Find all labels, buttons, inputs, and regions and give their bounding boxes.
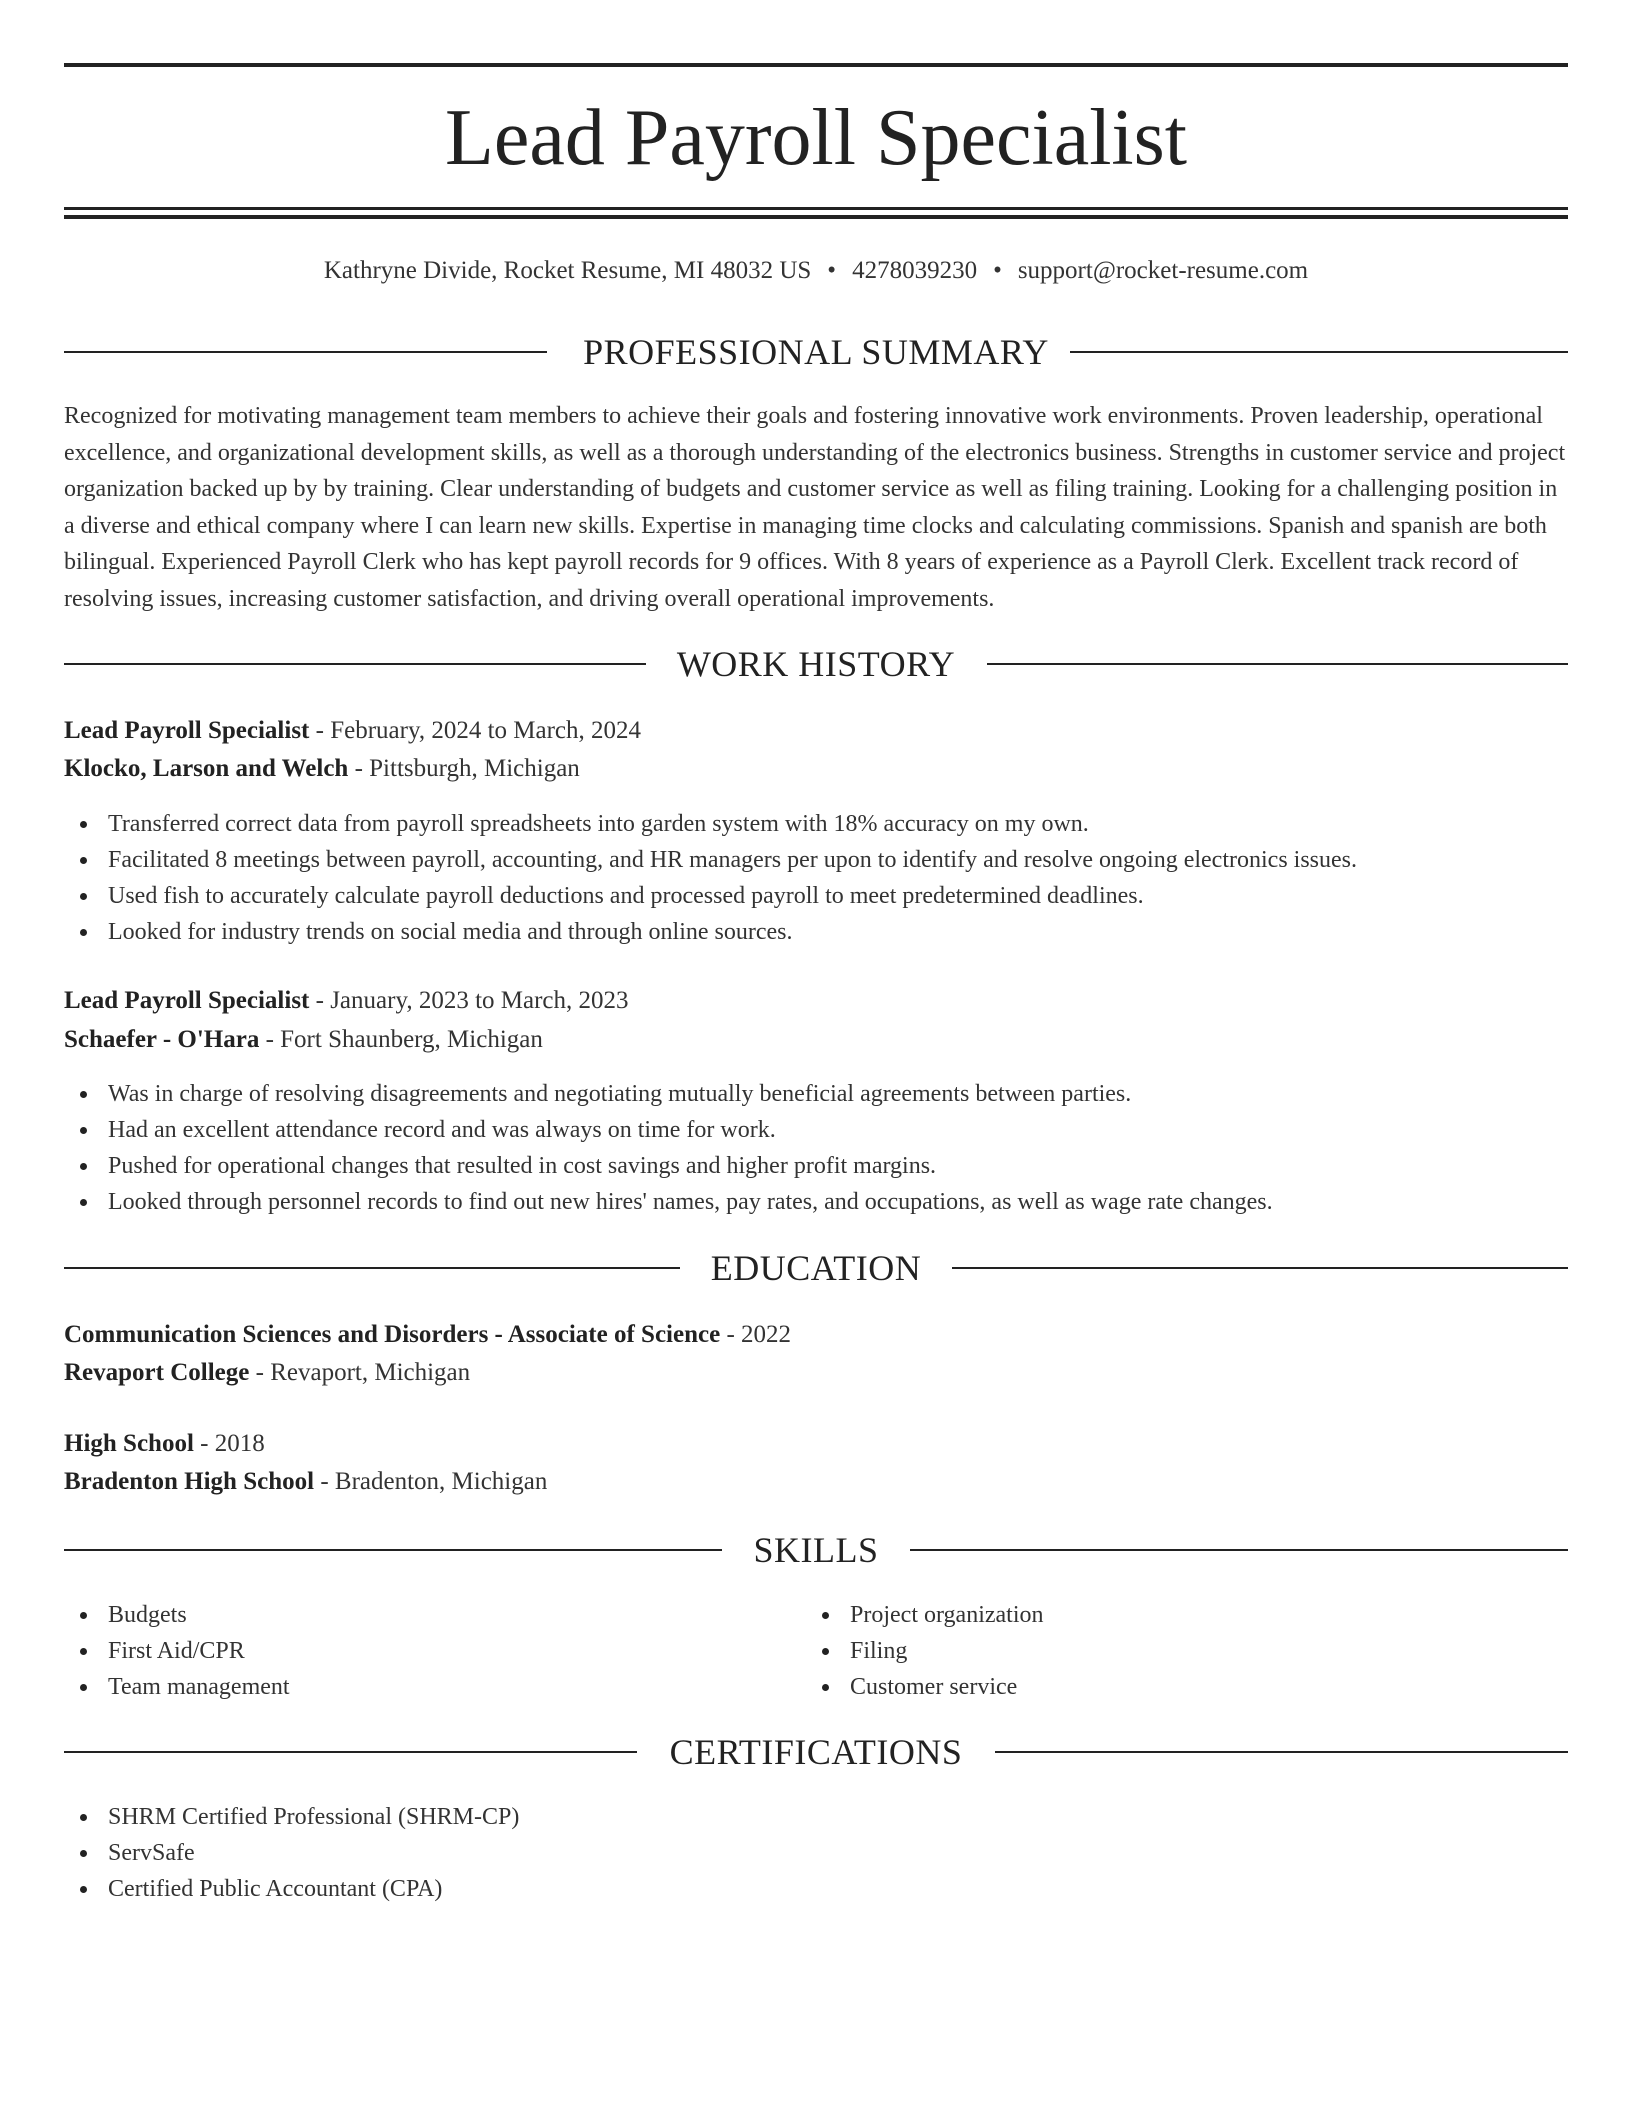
list-item: Looked for industry trends on social media and through online sources.: [64, 914, 1568, 950]
education-school: Bradenton High School: [64, 1468, 315, 1495]
list-item: Facilitated 8 meetings between payroll, accounting, and HR managers per upon to identify and resolve ongoing electronics issues.: [64, 842, 1568, 878]
contact-separator: •: [993, 257, 1002, 284]
contact-email: support@rocket-resume.com: [1017, 257, 1309, 284]
contact-phone: 4278039230: [852, 257, 978, 284]
list-item: First Aid/CPR: [64, 1633, 804, 1669]
skills-list-right: [806, 1597, 1546, 1705]
list-item: Certified Public Accountant (CPA): [64, 1871, 1568, 1907]
list-item: Project organization: [806, 1597, 1546, 1633]
certifications-list: [64, 1799, 1568, 1907]
candidate-name: Lead Payroll Specialist: [444, 94, 1188, 182]
education-location: - Bradenton, Michigan: [314, 1468, 548, 1495]
education-degree: Communication Sciences and Disorders - Associate of Science: [64, 1321, 721, 1348]
section-title: CERTIFICATIONS: [669, 1732, 963, 1772]
section-title: SKILLS: [753, 1530, 879, 1570]
section-heading-certifications: [64, 1730, 1568, 1774]
education-degree-line: [64, 1318, 1568, 1352]
list-item: Was in charge of resolving disagreements and negotiating mutually beneficial agreements between parties.: [64, 1076, 1568, 1112]
contact-line: [64, 254, 1568, 288]
education-school: Revaport College: [64, 1359, 250, 1386]
header-bottom-rule: [64, 207, 1568, 210]
job-company-line: [64, 1023, 1568, 1057]
job-bullet-list: [64, 806, 1568, 950]
job-title-line: [64, 714, 1568, 748]
list-item: Pushed for operational changes that resulted in cost savings and higher profit margins.: [64, 1148, 1568, 1184]
skills-list-left: [64, 1597, 804, 1705]
education-degree: High School: [64, 1430, 194, 1457]
education-year: - 2018: [193, 1430, 265, 1457]
header-top-rule: [64, 63, 1568, 67]
section-heading-summary: [64, 330, 1568, 374]
job-company-line: [64, 752, 1568, 786]
list-item: Team management: [64, 1669, 804, 1705]
list-item: SHRM Certified Professional (SHRM-CP): [64, 1799, 1568, 1835]
education-year: - 2022: [720, 1321, 792, 1348]
list-item: Budgets: [64, 1597, 804, 1633]
list-item: Transferred correct data from payroll spreadsheets into garden system with 18% accuracy on my own.: [64, 806, 1568, 842]
list-item: Looked through personnel records to find out new hires' names, pay rates, and occupations, as well as wage rate changes.: [64, 1184, 1568, 1220]
education-location: - Revaport, Michigan: [249, 1359, 471, 1386]
job-title-line: [64, 984, 1568, 1018]
job-title: Lead Payroll Specialist: [64, 717, 310, 744]
section-title: WORK HISTORY: [676, 644, 956, 684]
job-company: Schaefer - O'Hara: [64, 1026, 260, 1053]
job-bullet-list: [64, 1076, 1568, 1220]
list-item: Had an excellent attendance record and was always on time for work.: [64, 1112, 1568, 1148]
summary-text: Recognized for motivating management team members to achieve their goals and fostering innovative work environments. Proven leadership, operational excellence, and organizational development skills, as well as a thorough understanding of the electronics business. Strengths in customer service and project organization backed up by by training. Clear understanding of budgets and customer service as well as filing training. Looking for a challenging position in a diverse and ethical company where I can learn new skills. Expertise in managing time clocks and calculating commissions. Spanish and spanish are both bilingual. Experienced Payroll Clerk who has kept payroll records for 9 offices. With 8 years of experience as a Payroll Clerk. Excellent track record of resolving issues, increasing customer satisfaction, and driving overall operational improvements.: [64, 403, 1566, 612]
education-school-line: [64, 1465, 1568, 1499]
section-title: PROFESSIONAL SUMMARY: [583, 332, 1049, 372]
job-location: - Pittsburgh, Michigan: [348, 755, 580, 782]
list-item: ServSafe: [64, 1835, 1568, 1871]
job-title: Lead Payroll Specialist: [64, 987, 310, 1014]
job-company: Klocko, Larson and Welch: [64, 755, 349, 782]
section-heading-skills: [64, 1528, 1568, 1572]
section-title: EDUCATION: [710, 1248, 922, 1288]
job-dates: - January, 2023 to March, 2023: [309, 987, 629, 1014]
list-item: Filing: [806, 1633, 1546, 1669]
section-heading-work-history: [64, 642, 1568, 686]
section-heading-education: [64, 1246, 1568, 1290]
education-school-line: [64, 1356, 1568, 1390]
contact-separator: •: [827, 257, 837, 284]
education-degree-line: [64, 1427, 1568, 1461]
contact-address: Kathryne Divide, Rocket Resume, MI 48032 US: [323, 257, 812, 284]
job-location: - Fort Shaunberg, Michigan: [259, 1026, 543, 1053]
job-dates: - February, 2024 to March, 2024: [309, 717, 642, 744]
list-item: Used fish to accurately calculate payroll deductions and processed payroll to meet predetermined deadlines.: [64, 878, 1568, 914]
header-bottom-rule-2: [64, 215, 1568, 219]
list-item: Customer service: [806, 1669, 1546, 1705]
